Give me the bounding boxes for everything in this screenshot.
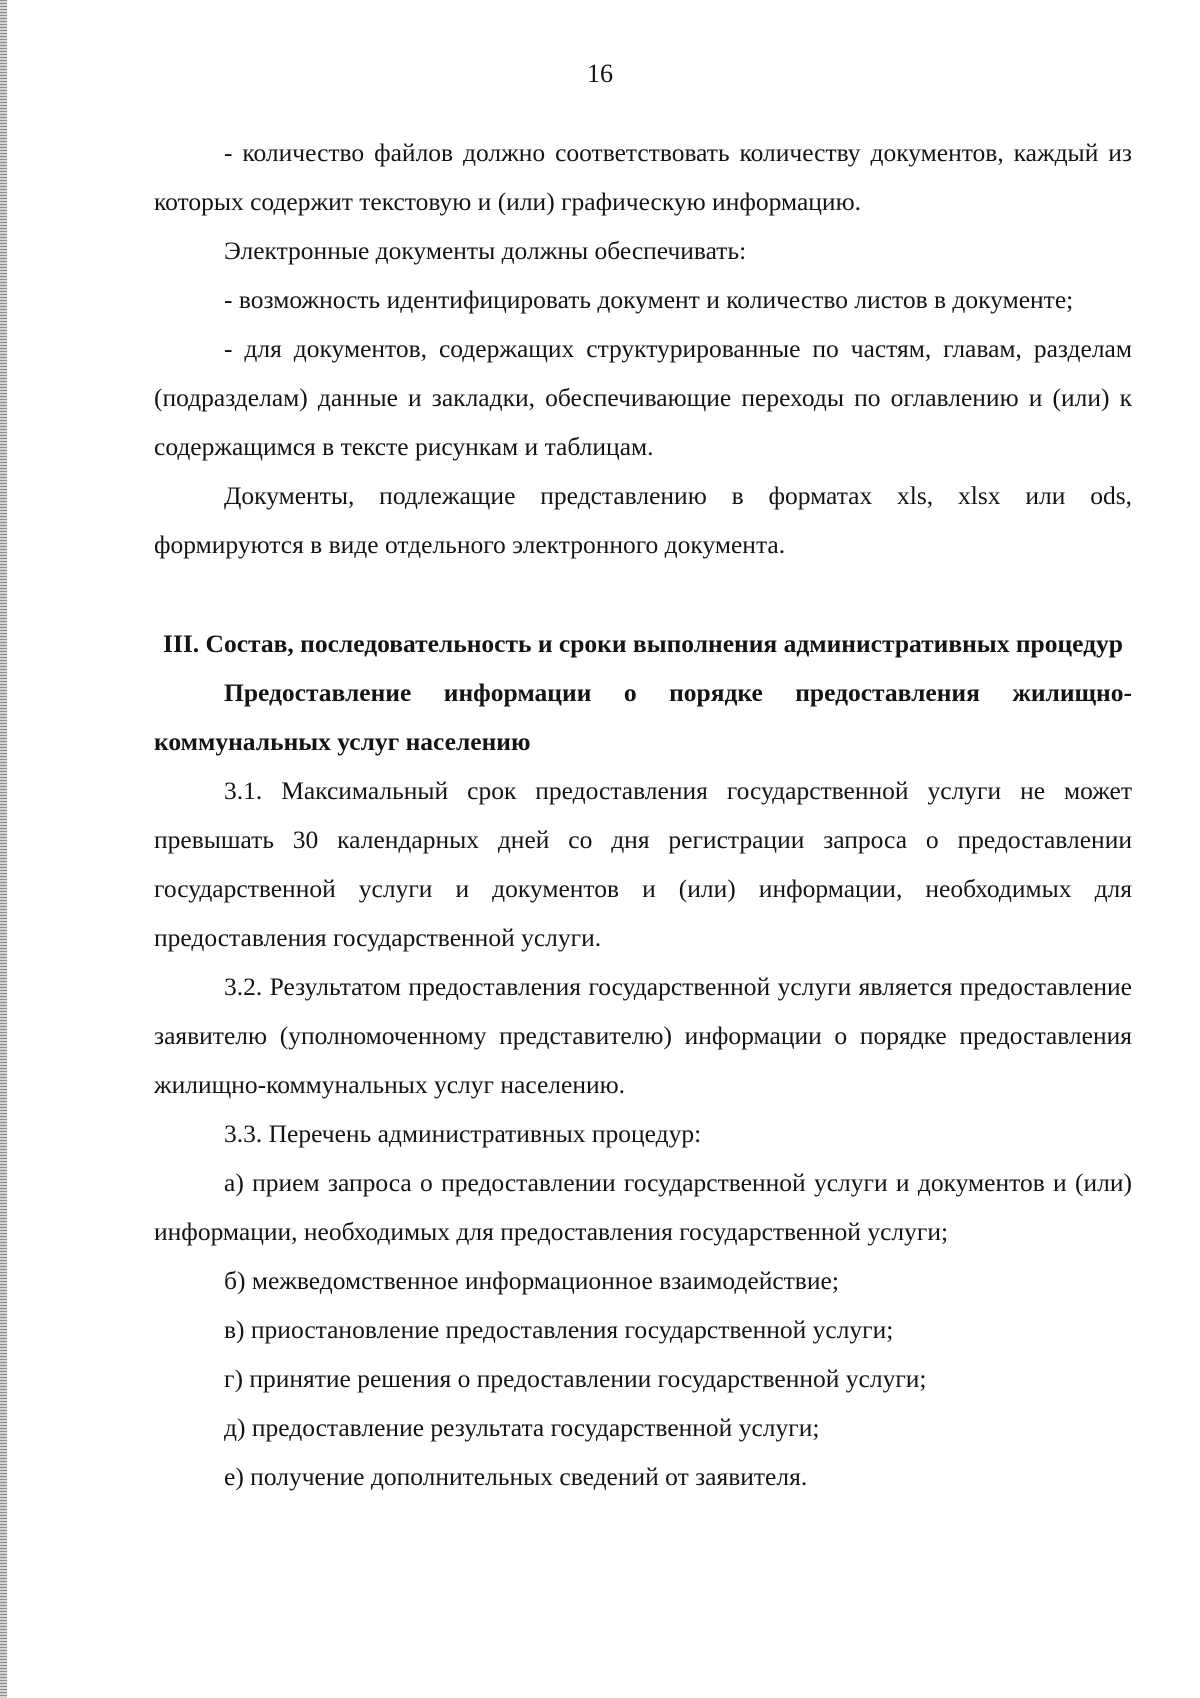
subsection-heading: Предоставление информации о порядке предоставления жилищно-коммунальных услуг населению [154,678,1132,756]
section-heading: III. Состав, последовательность и сроки выполнения административных процедур [163,629,1123,658]
paragraph-requirements-intro: Электронные документы должны обеспечивать: [224,236,747,265]
list-item-g: г) принятие решения о предоставлении государственной услуги; [224,1364,927,1393]
scan-edge [0,0,7,1698]
paragraph-structured-bookmarks: - для документов, содержащих структурированные по частям, главам, разделам (подразделам) данные и закладки, обеспечивающие переходы по оглавлению и (или) к содержащимся в тексте рисункам и таблицам. [154,334,1132,461]
list-item-b: б) межведомственное информационное взаимодействие; [224,1266,839,1295]
paragraph-3-1: 3.1. Максимальный срок предоставления государственной услуги не может превышать 30 календарных дней со дня регистрации запроса о предоставлении государственной услуги и документов и (или) информации, необходимых для предоставления государственной услуги. [154,776,1132,952]
paragraph-files-count: - количество файлов должно соответствовать количеству документов, каждый из которых содержит текстовую и (или) графическую информацию. [154,138,1132,216]
list-item-v: в) приостановление предоставления государственной услуги; [224,1315,894,1344]
paragraph-identify-document: - возможность идентифицировать документ и количество листов в документе; [224,285,1074,314]
list-item-e: е) получение дополнительных сведений от заявителя. [224,1462,808,1491]
page-number: 16 [587,59,613,88]
paragraph-3-3: 3.3. Перечень административных процедур: [224,1119,702,1148]
paragraph-spreadsheet-formats: Документы, подлежащие представлению в форматах xls, xlsx или ods, формируются в виде отдельного электронного документа. [154,481,1132,559]
section-gap [154,569,1132,619]
document-body [154,128,1132,1501]
list-item-a: а) прием запроса о предоставлении государственной услуги и документов и (или) информации, необходимых для предоставления государственной услуги; [154,1168,1132,1246]
paragraph-3-2: 3.2. Результатом предоставления государственной услуги является предоставление заявителю (уполномоченному представителю) информации о порядке предоставления жилищно-коммунальных услуг населению. [154,972,1132,1099]
list-item-d: д) предоставление результата государственной услуги; [224,1413,820,1442]
